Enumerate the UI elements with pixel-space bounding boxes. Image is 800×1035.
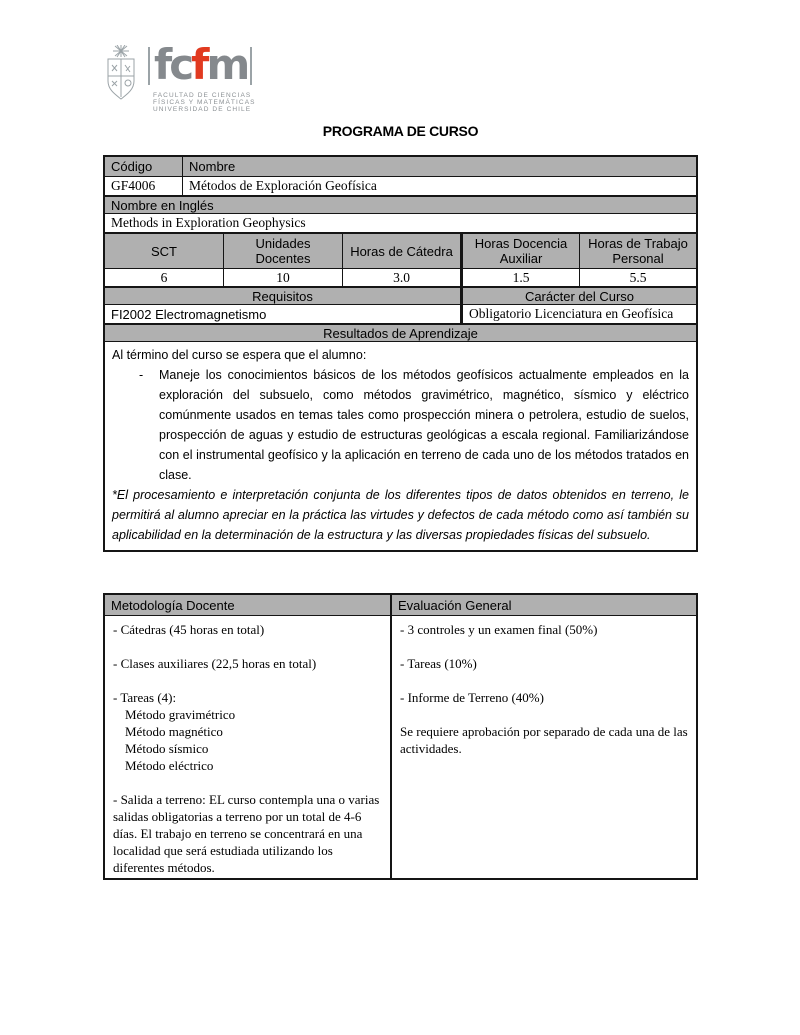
- metodologia-item-salida-terreno: - Salida a terreno: EL curso contempla una o varias salidas obligatorias a terreno por un total de 4-6 días. El trabajo en terreno se concentrará en una localidad que será estudiada utilizando los diferentes métodos.: [113, 792, 380, 875]
- nombre-value-cell: Métodos de Exploración Geofísica: [182, 177, 696, 195]
- metodologia-metodo-gravimetrico: Método gravimétrico: [125, 707, 236, 722]
- bullet-dash: -: [139, 368, 144, 382]
- unidades-docentes-header-cell: Unidades Docentes: [223, 234, 342, 268]
- horas-trabajo-personal-value-cell: 5.5: [579, 269, 696, 286]
- fcfm-wordmark: [148, 40, 256, 89]
- horas-catedra-value-cell: 3.0: [342, 269, 460, 286]
- resultados-note: *El procesamiento e interpretación conjunta de los diferentes tipos de datos obtenidos en terreno, le permitirá al alumno apreciar en la práctica las virtudes y defectos de cada método como así también su aplicabilidad en la determinación de la estructura y las diversas propiedades físicas del subsuelo.: [112, 488, 689, 542]
- fcfm-red-f: f: [191, 40, 207, 89]
- requisites-header-row: [105, 286, 696, 304]
- resultados-intro: Al término del curso se espera que el alumno:: [112, 348, 367, 362]
- methodology-evaluation-header-row: [105, 595, 696, 615]
- resultados-bullet-text: Maneje los conocimientos básicos de los métodos geofísicos actualmente empleados en la exploración del subsuelo, como métodos gravimétrico, magnético, sísmico y eléctrico comúnmente usados en temas tales como prospección minera o petrolera, estudio de suelos, prospección de aguas y estudio de estructuras geológicas a escala regional. Familiarizándose con el instrumental geofísico y la aplicación en terreno de cada uno de los métodos tratados en clase.: [159, 368, 689, 482]
- fcfm-wordmark-block: [148, 40, 256, 113]
- evaluacion-nota-aprobacion: Se requiere aprobación por separado de cada una de las actividades.: [400, 724, 688, 756]
- sct-value-cell: 6: [160, 269, 168, 285]
- english-name-value-row: [105, 213, 696, 232]
- methodology-evaluation-body-row: [105, 615, 696, 878]
- universidad-de-chile-shield-icon: [103, 45, 139, 103]
- fcfm-fc: fc: [154, 40, 192, 89]
- credit-hours-value-row: [105, 268, 696, 286]
- requisitos-value-cell: FI2002 Electromagnetismo: [111, 306, 267, 322]
- resultados-bullet-item: [112, 365, 689, 485]
- fcfm-letters: [150, 40, 250, 89]
- methodology-evaluation-table: [103, 593, 698, 880]
- metodologia-docente-cell: [105, 616, 390, 878]
- faculty-caption: [148, 92, 256, 113]
- nombre-ingles-value-cell: Methods in Exploration Geophysics: [111, 215, 306, 230]
- evaluacion-item-controles: - 3 controles y un examen final (50%): [400, 622, 598, 637]
- horas-catedra-header-cell: Horas de Cátedra: [342, 234, 460, 268]
- logo-right-bar: [250, 47, 252, 85]
- fcfm-m: m: [206, 40, 248, 89]
- resultados-content-cell: [105, 342, 696, 550]
- metodologia-metodo-magnetico: Método magnético: [125, 724, 223, 739]
- metodologia-docente-header-cell: Metodología Docente: [105, 595, 390, 615]
- learning-results-content-row: [105, 341, 696, 550]
- metodologia-metodo-sismico: Método sísmico: [125, 741, 209, 756]
- caption-line-3: UNIVERSIDAD DE CHILE: [153, 106, 252, 113]
- evaluacion-item-informe: - Informe de Terreno (40%): [400, 690, 544, 705]
- horas-docencia-auxiliar-header-cell: Horas Docencia Auxiliar: [460, 234, 579, 268]
- nombre-header-cell: Nombre: [182, 157, 696, 176]
- requisitos-header-cell: Requisitos: [105, 288, 460, 304]
- requisites-value-row: [105, 304, 696, 323]
- nombre-ingles-header-cell: Nombre en Inglés: [105, 197, 696, 213]
- code-name-value-row: [105, 176, 696, 195]
- metodologia-item-clases-auxiliares: - Clases auxiliares (22,5 horas en total): [113, 656, 317, 671]
- horas-trabajo-personal-header-cell: Horas de Trabajo Personal: [579, 234, 696, 268]
- metodologia-metodo-electrico: Método eléctrico: [125, 758, 214, 773]
- english-name-header-row: [105, 195, 696, 213]
- metodologia-item-catedras: - Cátedras (45 horas en total): [113, 622, 265, 637]
- page-title: PROGRAMA DE CURSO: [322, 123, 479, 139]
- credit-hours-header-row: [105, 232, 696, 268]
- codigo-value-cell: GF4006: [111, 178, 156, 193]
- caption-line-1: FACULTAD DE CIENCIAS: [153, 92, 252, 99]
- course-info-table: [103, 155, 698, 552]
- horas-docencia-auxiliar-value-cell: 1.5: [460, 269, 579, 286]
- caption-line-2: FÍSICAS Y MATEMÁTICAS: [153, 99, 256, 106]
- sct-header-cell: SCT: [105, 234, 223, 268]
- fcfm-logo: [103, 40, 256, 113]
- metodologia-item-tareas: - Tareas (4):: [113, 690, 177, 705]
- caracter-header-cell: Carácter del Curso: [460, 288, 696, 304]
- codigo-header-cell: Código: [105, 157, 182, 176]
- resultados-header-cell: Resultados de Aprendizaje: [105, 325, 696, 341]
- evaluacion-general-cell: [390, 616, 696, 878]
- caracter-value-cell: Obligatorio Licenciatura en Geofísica: [460, 305, 696, 323]
- learning-results-header-row: [105, 323, 696, 341]
- unidades-docentes-value-cell: 10: [223, 269, 342, 286]
- code-name-header-row: [105, 157, 696, 176]
- evaluacion-item-tareas: - Tareas (10%): [400, 656, 477, 671]
- evaluacion-general-header-cell: Evaluación General: [390, 595, 696, 615]
